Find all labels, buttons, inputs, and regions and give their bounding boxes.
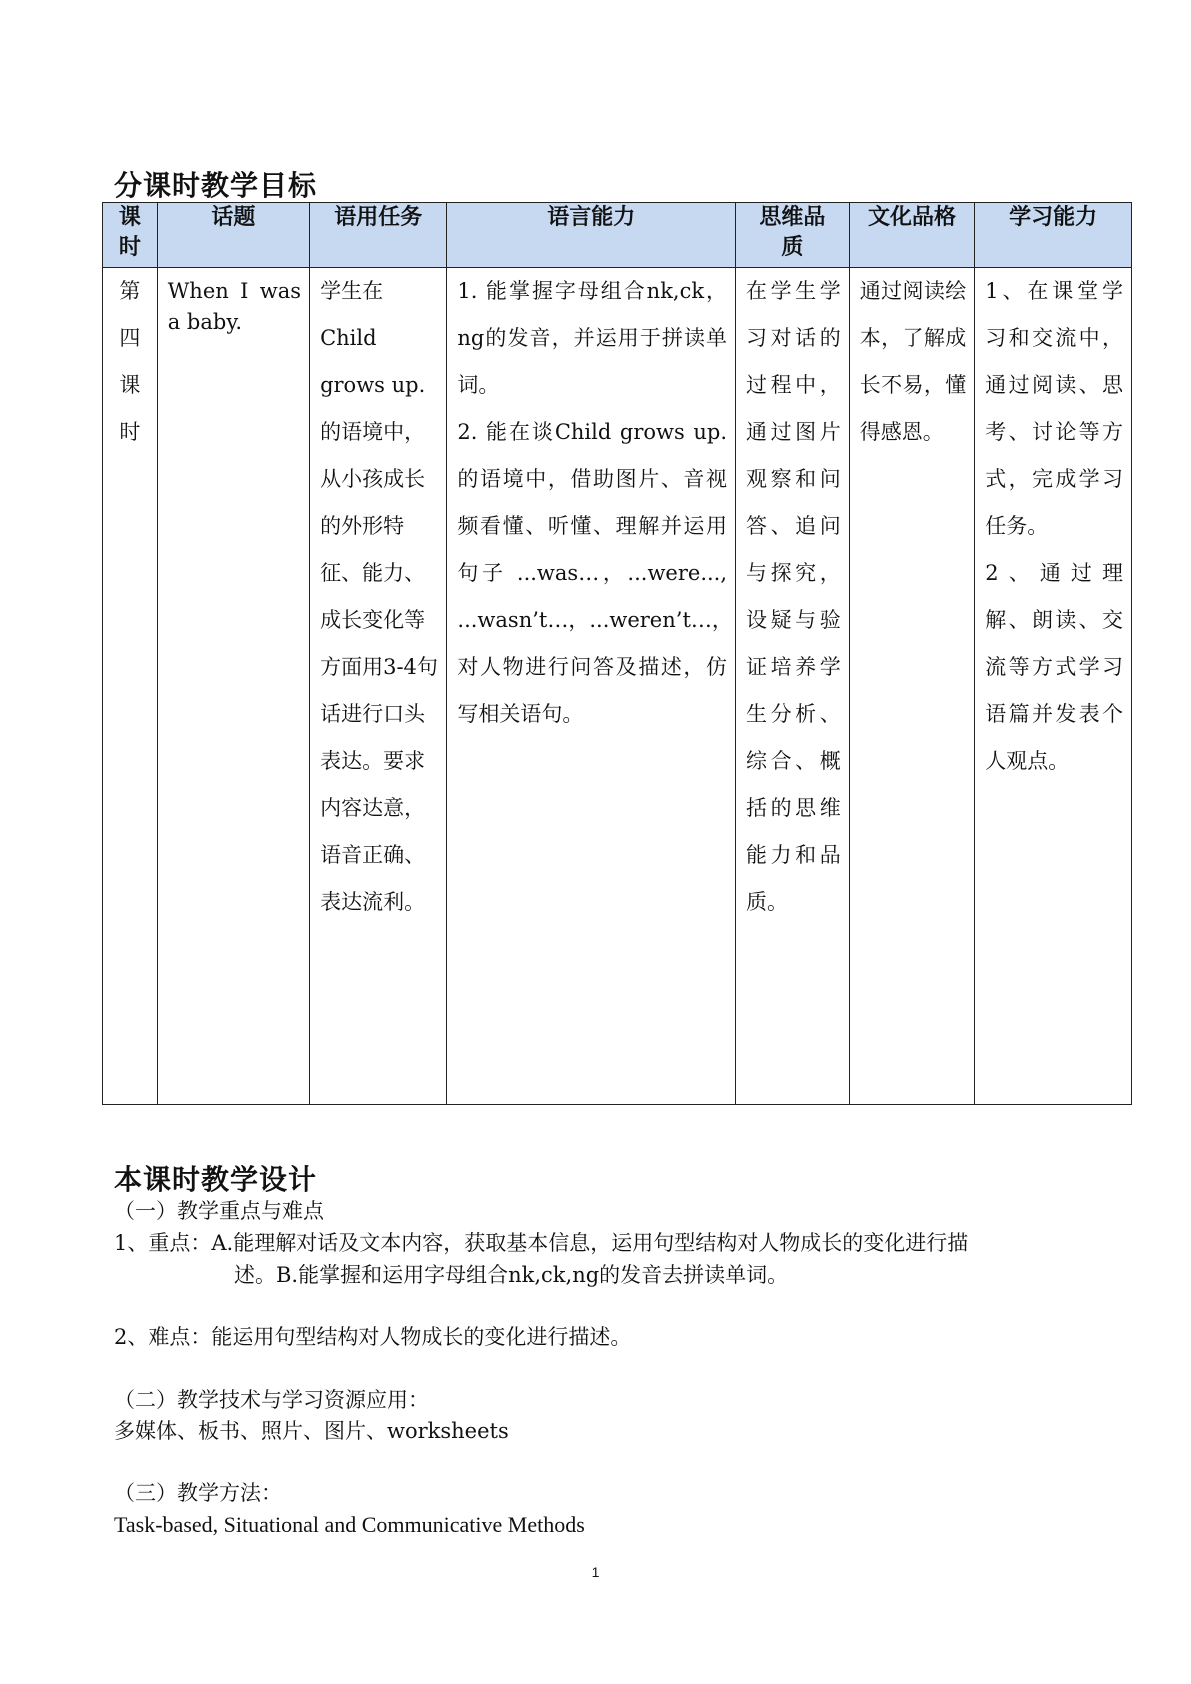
cell-thinking: 在学生学习对话的过程中，通过图片观察和问答、追问与探究，设疑与验证培养学生分析、综合、概括的思维能力和品质。: [736, 268, 850, 1105]
difficulty-line: 2、难点：能运用句型结构对人物成长的变化进行描述。: [114, 1325, 632, 1349]
header-lesson: 课时: [103, 203, 158, 268]
header-topic: 话题: [157, 203, 309, 268]
resources-line: 多媒体、板书、照片、图片、worksheets: [114, 1419, 509, 1443]
cell-task: 学生在Child grows up.的语境中，从小孩成长的外形特征、能力、成长变化等方面用3-4句话进行口头表达。要求内容达意，语音正确、表达流利。: [310, 268, 447, 1105]
cell-culture: 通过阅读绘本，了解成长不易，懂得感恩。: [849, 268, 975, 1105]
key-point-line-2: 述。B.能掌握和运用字母组合nk,ck,ng的发音去拼读单词。: [234, 1263, 789, 1287]
header-learning: 学习能力: [975, 203, 1132, 268]
lesson-goals-table: [102, 202, 1132, 1105]
heading-resources: （二）教学技术与学习资源应用：: [114, 1388, 429, 1412]
cell-language: 1. 能掌握字母组合nk,ck，ng的发音，并运用于拼读单词。 2. 能在谈Child grows up.的语境中，借助图片、音视频看懂、听懂、理解并运用句子 ...was…，...were..., ...wasn’t…，...weren’t…， 对人物进行问答及描述，仿写相关语句。: [447, 268, 736, 1105]
header-culture: 文化品格: [849, 203, 975, 268]
heading-key-points: （一）教学重点与难点: [114, 1199, 324, 1223]
cell-learning: 1、在课堂学习和交流中，通过阅读、思考、讨论等方式，完成学习任务。 2、通过理解、朗读、交流等方式学习语篇并发表个人观点。: [975, 268, 1132, 1105]
header-language: 语言能力: [447, 203, 736, 268]
cell-topic: When I was a baby.: [157, 268, 309, 1105]
cell-lesson: 第四课时: [103, 268, 158, 1105]
heading-methods: （三）教学方法：: [114, 1481, 282, 1505]
section-title-lesson-goals: 分课时教学目标: [114, 169, 318, 202]
table-row: [103, 268, 1132, 1105]
key-point-line-1: 1、重点：A.能理解对话及文本内容，获取基本信息，运用句型结构对人物成长的变化进行描: [114, 1231, 969, 1255]
page-number: 1: [591, 1564, 600, 1580]
table-header-row: [103, 203, 1132, 268]
section-title-lesson-design: 本课时教学设计: [114, 1163, 318, 1196]
header-thinking: 思维品质: [736, 203, 850, 268]
header-task: 语用任务: [310, 203, 447, 268]
methods-line: Task-based, Situational and Communicative Methods: [114, 1512, 585, 1537]
